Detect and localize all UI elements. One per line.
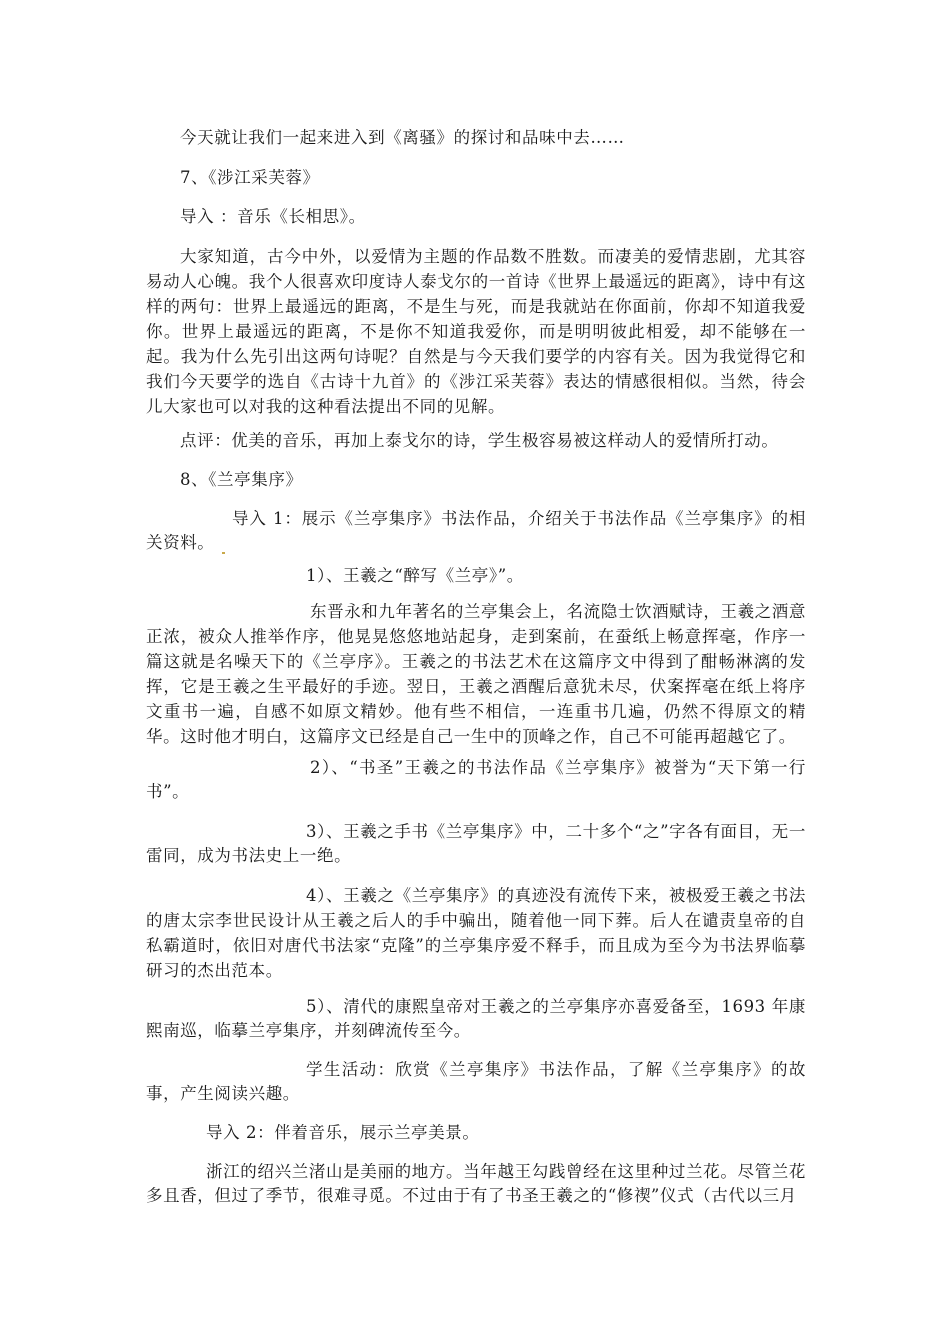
underline-mark bbox=[222, 552, 225, 554]
daoru-2-line: 导入 2：伴着音乐，展示兰亭美景。 bbox=[206, 1123, 480, 1142]
student-activity: 学生活动：欣赏《兰亭集序》书法作品，了解《兰亭集序》的故事，产生阅读兴趣。 bbox=[146, 1060, 806, 1103]
paragraph-love-poem: 大家知道，古今中外，以爱情为主题的作品数不胜数。而凄美的爱情悲剧，尤其容易动人心魄。我个人很喜欢印度诗人泰戈尔的一首诗《世界上最遥远的距离》，诗中有这样的两句：世界上最遥远的距离，不是生与死，而是我就站在你面前，你却不知道我爱你。世界上最遥远的距离，不是你不知道我爱你，而是明明彼此相爱，却不能够在一起。我为什么先引出这两句诗呢？自然是与今天我们要学的内容有关。因为我觉得它和我们今天要学的选自《古诗十九首》的《涉江采芙蓉》表达的情感很相似。当然，待会儿大家也可以对我的这种看法提出不同的见解。 bbox=[146, 247, 806, 416]
item-3: 3）、王羲之手书《兰亭集序》中，二十多个“之”字各有面目，无一雷同，成为书法史上一绝。 bbox=[146, 822, 806, 865]
comment-line: 点评：优美的音乐，再加上泰戈尔的诗，学生极容易被这样动人的爱情所打动。 bbox=[180, 431, 779, 450]
daoru-1-paragraph bbox=[146, 507, 806, 555]
daoru-music-line: 导入 ：音乐《长相思》。 bbox=[180, 207, 366, 226]
daoru-1-text: 导入 1：展示《兰亭集序》书法作品，介绍关于书法作品《兰亭集序》的相关资料。 bbox=[146, 509, 806, 552]
shaoxing-paragraph: 浙江的绍兴兰渚山是美丽的地方。当年越王勾践曾经在这里种过兰花。尽管兰花多且香，但过了季节，很难寻觅。不过由于有了书圣王羲之的“修禊”仪式（古代以三月 bbox=[146, 1162, 806, 1205]
item-1-heading: 1）、王羲之“醉写《兰亭》”。 bbox=[306, 566, 524, 585]
section-heading-7: 7、《涉江采芙蓉》 bbox=[180, 168, 320, 187]
item-4: 4）、王羲之《兰亭集序》的真迹没有流传下来，被极爱王羲之书法的唐太宗李世民设计从王羲之后人的手中骗出，随着他一同下葬。后人在谴责皇帝的自私霸道时，依旧对唐代书法家“克隆”的兰亭集序爱不释手，而且成为至今为书法界临摹研习的杰出范本。 bbox=[146, 886, 806, 980]
item-2: 2）、“书圣”王羲之的书法作品《兰亭集序》被誉为“天下第一行书”。 bbox=[146, 758, 806, 801]
section-heading-8: 8、《兰亭集序》 bbox=[180, 470, 303, 489]
item-5: 5）、清代的康熙皇帝对王羲之的兰亭集序亦喜爱备至，1693 年康熙南巡，临摹兰亭集序，并刻碑流传至今。 bbox=[146, 997, 806, 1040]
item-1-story: 东晋永和九年著名的兰亭集会上，名流隐士饮酒赋诗，王羲之酒意正浓，被众人推举作序，他晃晃悠悠地站起身，走到案前，在蚕纸上畅意挥毫，作序一篇这就是名噪天下的《兰亭序》。王羲之的书法艺术在这篇序文中得到了酣畅淋漓的发挥，它是王羲之生平最好的手迹。翌日，王羲之酒醒后意犹未尽，伏案挥毫在纸上将序文重书一遍，自感不如原文精妙。他有些不相信，一连重书几遍，仍然不得原文的精华。这时他才明白，这篇序文已经是自己一生中的顶峰之作，自己不可能再超越它了。 bbox=[146, 602, 806, 746]
intro-closing-line: 今天就让我们一起来进入到《离骚》的探讨和品味中去…… bbox=[180, 128, 625, 147]
